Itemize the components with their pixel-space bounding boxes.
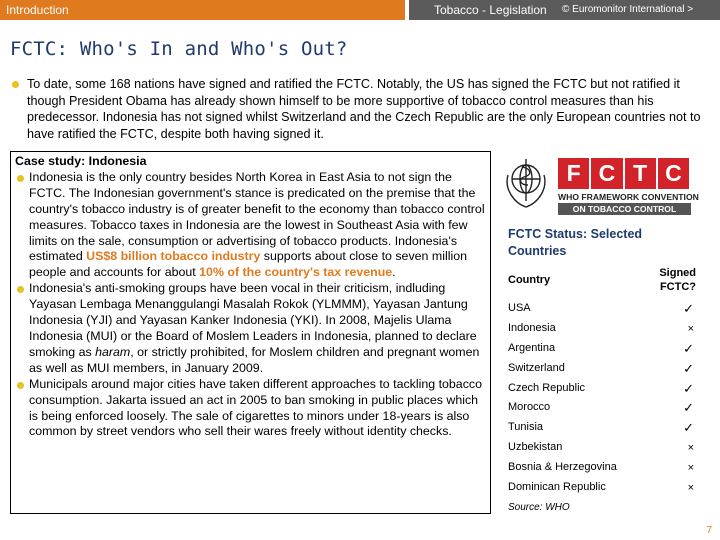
status-title xyxy=(508,226,642,259)
source-note: Source: WHO xyxy=(508,502,570,513)
column-header-signed xyxy=(659,266,696,294)
table-row xyxy=(508,380,698,400)
country-name: Czech Republic xyxy=(508,381,586,394)
case-study-heading: Case study: Indonesia xyxy=(15,154,147,168)
case-study-item xyxy=(15,377,486,441)
bullet-icon xyxy=(12,81,19,88)
bullet-icon xyxy=(17,286,24,293)
highlight-text: US$8 billion tobacco industry xyxy=(86,249,261,264)
header-divider xyxy=(405,0,409,20)
intro-text: To date, some 168 nations have signed and ratified the FCTC. Notably, the US has signed the FCTC but not ratified it though President Obama has already shown himself to be more supportive of tobacco control measures than his predecessor. Indonesia has not signed whilst Switzerland and the Czech Republic are the only European countries not to have ratified the FCTC, despite both having signed it. xyxy=(27,77,701,141)
check-icon: ✓ xyxy=(683,380,694,396)
status-table xyxy=(508,266,698,499)
cross-icon: × xyxy=(687,442,694,455)
table-row xyxy=(508,399,698,419)
table-header xyxy=(508,266,698,300)
fctc-letters xyxy=(558,158,691,189)
case-text: Indonesia is the only country besides North Korea in East Asia to not sign the FCTC. The Indonesian government's stance is predicated on the premise that the country's tobacco industry is of greater benefit to the economy than tobacco control measures. Tobacco taxes in Indonesia are the lowest in Southeast Asia with few limits on the sale, consumption or advertising of tobacco products. Indonesia's estimated xyxy=(29,169,485,264)
country-name: Dominican Republic xyxy=(508,481,606,494)
country-name: Morocco xyxy=(508,401,551,414)
section-label[interactable]: Introduction xyxy=(6,3,69,17)
check-icon: ✓ xyxy=(683,340,694,356)
country-name: Bosnia & Herzegovina xyxy=(508,461,617,474)
table-row xyxy=(508,439,698,459)
header-bar xyxy=(0,0,720,20)
column-header-line: Signed xyxy=(659,267,696,279)
status-title-line: Countries xyxy=(508,243,567,258)
cross-icon: × xyxy=(687,482,694,495)
logo-line2: ON TOBACCO CONTROL xyxy=(558,203,691,215)
country-name: Tunisia xyxy=(508,421,544,434)
who-emblem-icon xyxy=(502,155,550,213)
copyright-link[interactable]: © Euromonitor International > xyxy=(562,4,694,15)
topic-label: Tobacco - Legislation xyxy=(434,3,547,17)
cross-icon: × xyxy=(687,462,694,475)
page-number: 7 xyxy=(706,525,712,536)
country-name: Indonesia xyxy=(508,321,556,334)
logo-letter: C xyxy=(658,158,689,189)
check-icon: ✓ xyxy=(683,400,694,416)
column-header-line: FCTC? xyxy=(659,281,696,293)
bullet-icon xyxy=(17,382,24,389)
logo-line1: WHO FRAMEWORK CONVENTION xyxy=(558,192,699,202)
table-row xyxy=(508,419,698,439)
check-icon: ✓ xyxy=(683,301,694,316)
logo-letter: F xyxy=(558,158,589,189)
case-text: Indonesia's anti-smoking groups have been vocal in their criticism, indluding Yayasan Lembaga Menanggulangi Masalah Rokok (YLMMM), Yayasan Jantung Indonesia (YJI) and Yayasan Kanker Indonesia (YKI). In 2008, Majelis Ulama Indonesia (MUI) or the Board of Moslem Leaders in Indonesia, planned to declare smoking as xyxy=(29,281,477,359)
case-text: supports about close to seven million people and accounts for about xyxy=(29,249,467,280)
check-icon: ✓ xyxy=(683,420,694,436)
table-row xyxy=(508,300,698,320)
table-row xyxy=(508,360,698,380)
table-row xyxy=(508,479,698,499)
case-text: , or strictly prohibited, for Moslem children and pregnant women as well as MUI members, in January 2009. xyxy=(29,344,480,375)
highlight-text: 10% of the country's tax revenue xyxy=(199,265,393,280)
country-name: USA xyxy=(508,302,531,314)
table-row xyxy=(508,340,698,360)
logo-letter: T xyxy=(625,158,656,189)
intro-paragraph xyxy=(12,76,707,142)
table-body xyxy=(508,300,698,499)
case-study-item xyxy=(15,281,486,376)
country-name: Switzerland xyxy=(508,361,565,374)
logo-letter: C xyxy=(591,158,622,189)
country-name: Argentina xyxy=(508,341,556,354)
case-text: Municipals around major cities have taken different approaches to tackling tobacco consumption. Jakarta issued an act in 2005 to ban smoking in public places which is being enforced loosely. The sale of cigarettes to minors under 18-years is also common by street vendors who sell their wares freely without identity checks. xyxy=(29,376,482,439)
italic-term: haram xyxy=(95,344,131,359)
page-title: FCTC: Who's In and Who's Out? xyxy=(10,38,348,60)
check-icon: ✓ xyxy=(683,360,694,376)
case-study-box xyxy=(10,151,491,514)
case-study-item xyxy=(15,170,486,281)
country-name: Uzbekistan xyxy=(508,441,563,454)
table-row xyxy=(508,459,698,479)
bullet-icon xyxy=(17,175,24,182)
cross-icon: × xyxy=(687,322,694,335)
table-row xyxy=(508,320,698,340)
status-title-line: FCTC Status: Selected xyxy=(508,227,643,241)
column-header-country: Country xyxy=(508,274,551,286)
fctc-logo xyxy=(500,153,699,219)
case-text: . xyxy=(392,265,396,280)
